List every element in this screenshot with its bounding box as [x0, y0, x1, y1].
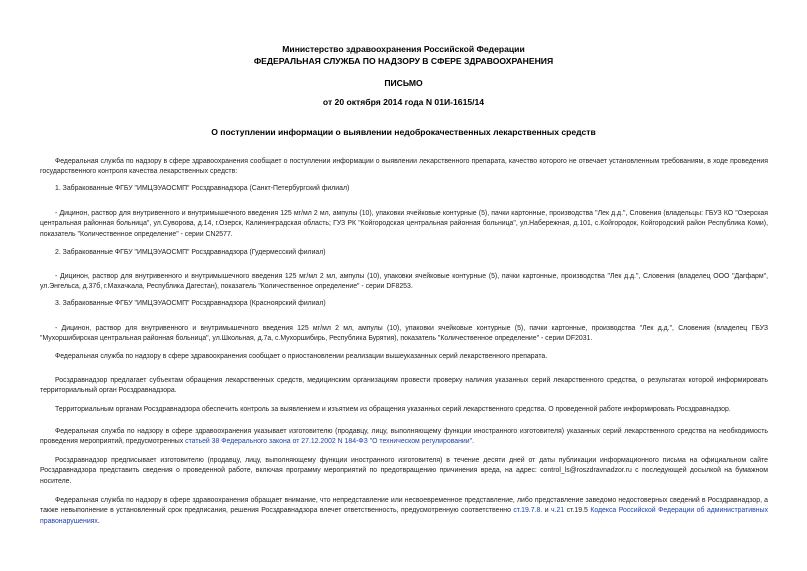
intro-paragraph: Федеральная служба по надзору в сфере здравоохранения сообщает о поступлении информации о выявлении лекарственного препарата, качество которого не отвечает установленным требованиям, в ходе проведения государственного контроля качества лекарственных средств:: [40, 158, 768, 176]
doc-title: О поступлении информации о выявлении недоброкачественных лекарственных средств: [211, 127, 596, 137]
territorial-paragraph: Территориальным органам Росздравнадзора обеспечить контроль за выявлением и изъятием из обращения указанных серий лекарственного средства. О проведенной работе информировать Росздравнадзор.: [55, 406, 731, 413]
propose-paragraph: Росздравнадзор предлагает субъектам обращения лекарственных средств, медицинским организациям провести проверку наличия указанных серий лекарственного средства, о результатах которой информировать территориальный орган Росздравнадзора.: [40, 377, 768, 395]
service-name: ФЕДЕРАЛЬНАЯ СЛУЖБА ПО НАДЗОРУ В СФЕРЕ ЗДРАВООХРАНЕНИЯ: [253, 56, 554, 66]
item2-heading: 2. Забракованные ФГБУ "ИМЦЭУАОСМП" Росздравнадзора (Гудермесский филиал): [55, 249, 326, 256]
law-article-38-link[interactable]: статьей 38 Федерального закона от 27.12.2002 N 184-ФЗ "О техническом регулировании": [185, 438, 473, 446]
item1-heading: 1. Забракованные ФГБУ "ИМЦЭУАОСМП" Росздравнадзора (Санкт-Петербургский филиал): [55, 185, 350, 192]
prescribe-paragraph: Росздравнадзор предписывает изготовителю (продавцу, лицу, выполняющему функции иностранного изготовителя) в течение десяти дней от даты публикации информационного письма на официальном сайте Росздравнадзора представить сведения о проведенной работе, включая программу мероприятий по предотвращению причинения вреда, на адрес: control_ls@roszdravnadzor.ru с последующей досылкой на бумажном носителе.: [40, 457, 768, 485]
final-paragraph: [40, 496, 768, 527]
doc-type: ПИСЬМО: [384, 78, 423, 88]
final-article: ст.19.5: [564, 507, 591, 515]
part-21-link[interactable]: ч.21: [551, 507, 565, 515]
indicate-paragraph: [40, 427, 768, 448]
item2-text: - Дицинон, раствор для внутривенного и внутримышечного введения 125 мг/мл 2 мл, ампулы (10), упаковки ячейковые контурные (5), пачки картонные, производства "Лек д.д.", Словения (владелец ООО "Дагфарм", ул.Энгельса, д.37б, г.Махачкала, Республика Дагестан), показатель "Количественное определение" - серии DF8253.: [40, 273, 768, 291]
item1-text: - Дицинон, раствор для внутривенного и внутримышечного введения 125 мг/мл 2 мл, ампулы (10), упаковки ячейковые контурные (5), пачки картонные, производства "Лек д.д.", Словения (владельцы: ГБУЗ КО "Озерская центральная районная больница", ул.Суворова, д.14, г.Озерск, Калининградская область; ГУЗ РК "Койгородская центральная районная больница", ул.Набережная, д.101, с.Койгородок, Койгородский район Республика Коми), показатель "Количественное определение" - серии CN2577.: [40, 210, 768, 238]
final-conj: и: [542, 507, 552, 515]
koap-code-link[interactable]: Кодекса Российской Федерации об административных правонарушениях: [40, 507, 769, 525]
article-19-7-8-link[interactable]: ст.19.7.8.: [513, 507, 543, 515]
indicate-end: .: [472, 438, 474, 446]
item3-heading: 3. Забракованные ФГБУ "ИМЦЭУАОСМП" Росздравнадзора (Красноярский филиал): [55, 300, 326, 307]
ministry-name: Министерство здравоохранения Российской Федерации: [282, 44, 525, 54]
indicate-text: Федеральная служба по надзору в сфере здравоохранения указывает изготовителю (продавцу, лицу, выполняющему функции иностранного изготовителя) указанных серий лекарственного средства на необходимость проведения мероприятий, предусмотренных: [40, 428, 768, 446]
suspend-paragraph: Федеральная служба по надзору в сфере здравоохранения сообщает о приостановлении реализации вышеуказанных серий лекарственного препарата.: [55, 353, 548, 360]
item3-text: - Дицинон, раствор для внутривенного и внутримышечного введения 125 мг/мл 2 мл, ампулы (10), упаковки ячейковые контурные (5), пачки картонные, производства "Лек д.д.", Словения (владелец ГБУЗ "Мухоршибирская центральная районная больница", ул.Школьная, д.7а, с.Мухоршибирь, Республика Бурятия), показатель "Количественное определение" - серии DF2031.: [40, 325, 768, 343]
final-end: .: [97, 517, 100, 525]
final-text: Федеральная служба по надзору в сфере здравоохранения обращает внимание, что непредставление или несвоевременное представление, либо представление заведомо недостоверных сведений в Росздравнадзор, а также невыполнение в установленный срок предписания, решения Росздравнадзора влечет ответственность, предусмотренную соответственно: [40, 497, 768, 515]
doc-date-number: от 20 октября 2014 года N 01И-1615/14: [322, 97, 485, 107]
